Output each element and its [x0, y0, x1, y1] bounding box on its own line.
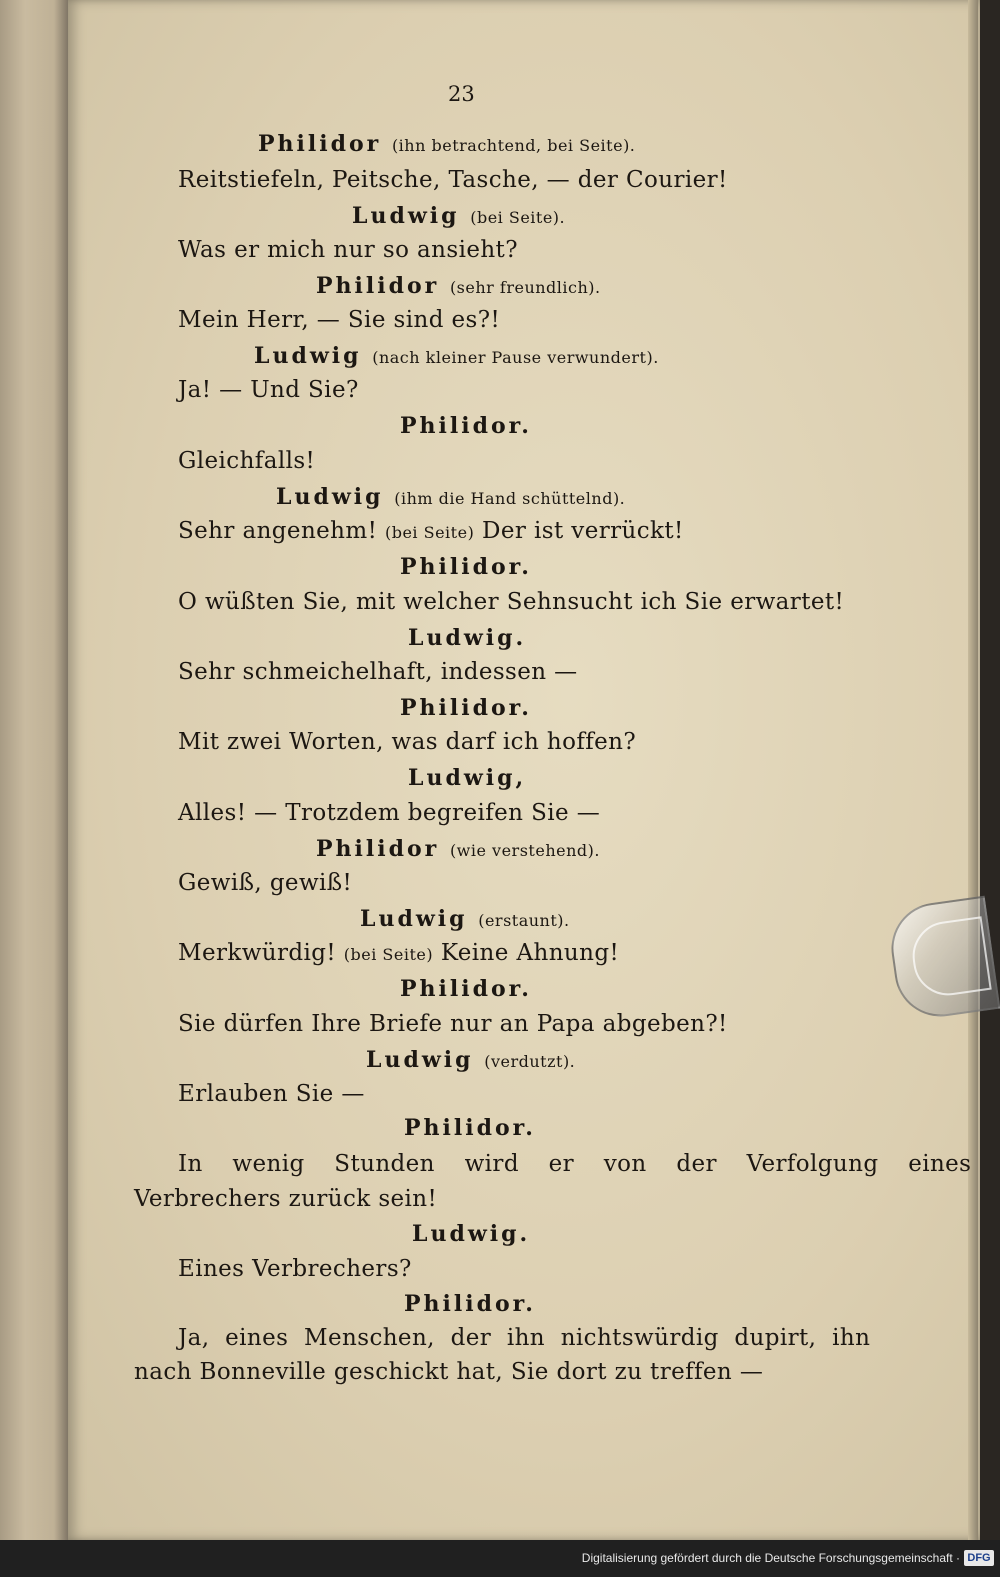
- speaker-line: [352, 198, 565, 236]
- speaker-name: Ludwig,: [408, 765, 527, 791]
- dfg-logo: DFG: [964, 1550, 994, 1566]
- speech-line: Gewiß, gewiß!: [178, 870, 353, 896]
- speech-text: Sehr angenehm!: [178, 518, 378, 544]
- speech-line: nach Bonneville geschickt hat, Sie dort zu treffen —: [134, 1359, 764, 1385]
- speech-text: Der ist verrückt!: [482, 518, 684, 544]
- speaker-name: Ludwig.: [408, 625, 527, 651]
- speaker-name: Philidor.: [400, 413, 532, 439]
- stage-direction: (wie verstehend).: [449, 841, 600, 860]
- speaker-line: [276, 479, 625, 517]
- speaker-line: [258, 126, 635, 164]
- speaker-name: Ludwig: [254, 343, 362, 369]
- speaker-name: Philidor.: [400, 976, 532, 1002]
- speaker-name: Philidor.: [404, 1115, 536, 1141]
- speaker-line: [316, 831, 600, 869]
- stage-direction: (ihm die Hand schüttelnd).: [394, 489, 626, 508]
- speech-line: Sie dürfen Ihre Briefe nur an Papa abgeben?!: [178, 1011, 728, 1037]
- speech-line: Erlauben Sie —: [178, 1081, 365, 1107]
- speaker-name: Ludwig: [352, 203, 460, 229]
- speech-line: Was er mich nur so ansieht?: [178, 237, 518, 263]
- speaker-line: [254, 338, 659, 376]
- speaker-name: Ludwig: [276, 484, 384, 510]
- speech-line: Gleichfalls!: [178, 448, 316, 474]
- aside-direction: (bei Seite): [343, 945, 434, 964]
- speech-line: [178, 935, 619, 973]
- speaker-line: [316, 268, 601, 306]
- speaker-line: [360, 901, 570, 939]
- speech-text: Merkwürdig!: [178, 940, 337, 966]
- speaker-name: Philidor.: [404, 1291, 536, 1317]
- speech-line: Ja, eines Menschen, der ihn nichtswürdig dupirt, ihn: [178, 1325, 871, 1351]
- stage-direction: (ihn betrachtend, bei Seite).: [391, 136, 636, 155]
- speech-line: In wenig Stunden wird er von der Verfolgung eines: [178, 1151, 972, 1177]
- speaker-name: Philidor: [258, 131, 382, 157]
- stage-direction: (nach kleiner Pause verwundert).: [372, 348, 659, 367]
- page-number: 23: [448, 82, 475, 106]
- speech-line: Mit zwei Worten, was darf ich hoffen?: [178, 729, 637, 755]
- speaker-name: Philidor: [316, 273, 440, 299]
- stage-direction: (erstaunt).: [478, 911, 570, 930]
- speaker-name: Philidor.: [400, 554, 532, 580]
- speaker-line: [366, 1042, 575, 1080]
- speech-line: Ja! — Und Sie?: [178, 377, 359, 403]
- speech-line: Eines Verbrechers?: [178, 1256, 412, 1282]
- speech-line: Alles! — Trotzdem begreifen Sie —: [178, 800, 601, 826]
- speaker-name: Ludwig: [366, 1047, 474, 1073]
- aside-direction: (bei Seite): [384, 523, 475, 542]
- stage-direction: (sehr freundlich).: [449, 278, 601, 297]
- speaker-name: Philidor: [316, 836, 440, 862]
- stage-direction: (bei Seite).: [470, 208, 566, 227]
- page-clip-highlight: [908, 916, 992, 1000]
- speech-line: Sehr schmeichelhaft, indessen —: [178, 659, 578, 685]
- speech-line: O wüßten Sie, mit welcher Sehnsucht ich Sie erwartet!: [178, 589, 845, 615]
- speech-line: [178, 513, 684, 551]
- speech-line: Verbrechers zurück sein!: [134, 1186, 438, 1212]
- speech-line: Reitstiefeln, Peitsche, Tasche, — der Courier!: [178, 167, 728, 193]
- speaker-name: Ludwig: [360, 906, 468, 932]
- digitization-credit: Digitalisierung gefördert durch die Deutsche Forschungsgemeinschaft ·: [581, 1551, 960, 1565]
- speech-text: Keine Ahnung!: [440, 940, 620, 966]
- stage-direction: (verdutzt).: [484, 1052, 576, 1071]
- speaker-name: Philidor.: [400, 695, 532, 721]
- speaker-name: Ludwig.: [412, 1221, 531, 1247]
- speech-line: Mein Herr, — Sie sind es?!: [178, 307, 501, 333]
